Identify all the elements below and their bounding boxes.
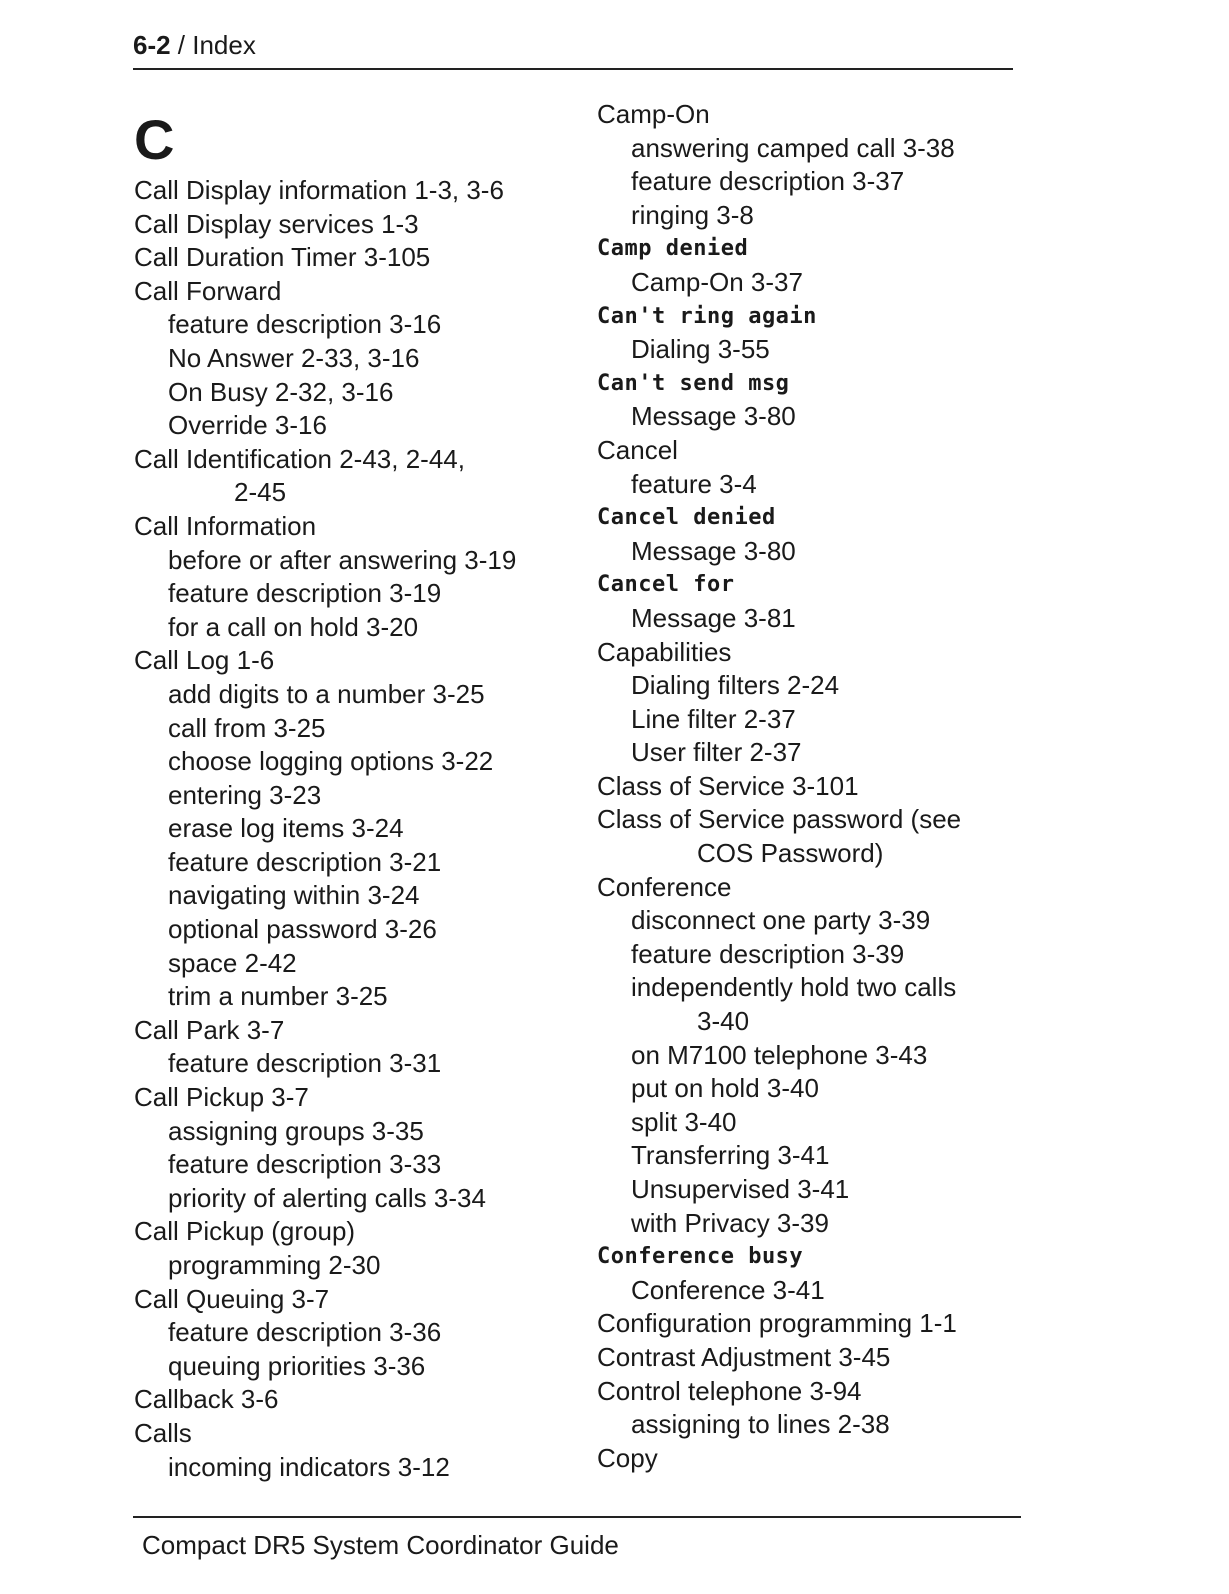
index-entry-continuation: 2-45 xyxy=(234,477,287,508)
index-entry: Call Information xyxy=(134,510,317,541)
index-entry: Calls xyxy=(134,1417,192,1448)
header-separator: / xyxy=(170,30,193,60)
index-entry: Callback 3-6 xyxy=(134,1384,279,1415)
index-subentry: independently hold two calls xyxy=(631,972,957,1003)
index-subentry: Message 3-80 xyxy=(631,535,796,566)
index-subentry: Message 3-80 xyxy=(631,401,796,432)
index-subentry: ringing 3-8 xyxy=(631,199,754,230)
index-subentry: Override 3-16 xyxy=(168,410,327,441)
index-entry: Cancel denied xyxy=(597,505,776,531)
index-subentry: on M7100 telephone 3-43 xyxy=(631,1039,928,1070)
index-entry: Configuration programming 1-1 xyxy=(597,1308,957,1339)
index-entry: Contrast Adjustment 3-45 xyxy=(597,1341,891,1372)
index-subentry: navigating within 3-24 xyxy=(168,880,420,911)
index-subentry: entering 3-23 xyxy=(168,779,322,810)
index-entry: Can't send msg xyxy=(597,370,790,396)
index-subentry: trim a number 3-25 xyxy=(168,981,388,1012)
page-footer: Compact DR5 System Coordinator Guide xyxy=(142,1530,619,1560)
index-subentry: Line filter 2-37 xyxy=(631,703,796,734)
index-entry: Camp denied xyxy=(597,236,749,262)
index-entry: Call Park 3-7 xyxy=(134,1014,285,1045)
index-subentry: Dialing 3-55 xyxy=(631,334,770,365)
index-entry-continuation: 3-40 xyxy=(697,1006,750,1037)
index-subentry: choose logging options 3-22 xyxy=(168,746,494,777)
page-number: 6-2 xyxy=(133,30,171,60)
index-subentry: put on hold 3-40 xyxy=(631,1073,819,1104)
index-entry: Conference busy xyxy=(597,1244,804,1270)
index-subentry: optional password 3-26 xyxy=(168,914,437,945)
index-subentry: Dialing filters 2-24 xyxy=(631,670,840,701)
index-subentry: answering camped call 3-38 xyxy=(631,132,955,163)
index-entry: Call Queuing 3-7 xyxy=(134,1283,330,1314)
index-subentry: space 2-42 xyxy=(168,947,297,978)
index-column-right xyxy=(597,98,1017,1475)
section-title: Index xyxy=(192,30,256,60)
index-subentry: programming 2-30 xyxy=(168,1250,381,1280)
index-entry: Capabilities xyxy=(597,636,732,667)
index-subentry: Transferring 3-41 xyxy=(631,1140,830,1171)
index-subentry: add digits to a number 3-25 xyxy=(168,678,485,709)
index-entry: Call Log 1-6 xyxy=(134,645,275,676)
index-entry: Call Forward xyxy=(134,275,282,306)
index-subentry: Camp-On 3-37 xyxy=(631,266,803,297)
index-subentry: disconnect one party 3-39 xyxy=(631,905,931,936)
index-subentry: call from 3-25 xyxy=(168,712,326,743)
index-subentry: queuing priorities 3-36 xyxy=(168,1350,426,1381)
index-subentry: feature description 3-19 xyxy=(168,578,442,609)
index-subentry: erase log items 3-24 xyxy=(168,813,404,844)
index-subentry: for a call on hold 3-20 xyxy=(168,611,419,642)
index-entry: Cancel for xyxy=(597,572,735,598)
index-subentry: On Busy 2-32, 3-16 xyxy=(168,376,394,407)
index-subentry: Message 3-81 xyxy=(631,602,796,633)
header-rule xyxy=(133,68,1013,70)
index-entry: Camp-On xyxy=(597,99,710,129)
index-entry: Conference xyxy=(597,871,732,902)
index-subentry: feature description 3-31 xyxy=(168,1048,442,1079)
index-subentry: feature description 3-36 xyxy=(168,1317,442,1348)
index-subentry: No Answer 2-33, 3-16 xyxy=(168,342,420,373)
index-subentry: feature description 3-39 xyxy=(631,938,905,969)
index-subentry: priority of alerting calls 3-34 xyxy=(168,1182,486,1213)
index-subentry: feature 3-4 xyxy=(631,468,757,499)
index-entry: Call Duration Timer 3-105 xyxy=(134,242,431,273)
index-subentry: feature description 3-33 xyxy=(168,1149,442,1180)
index-entry: Class of Service 3-101 xyxy=(597,770,859,801)
index-entry: Call Pickup 3-7 xyxy=(134,1082,309,1113)
footer-rule xyxy=(133,1516,1021,1518)
index-entry: Call Display services 1-3 xyxy=(134,208,419,239)
index-column-left xyxy=(134,108,584,1484)
index-subentry: assigning to lines 2-38 xyxy=(631,1409,890,1440)
index-entry: Class of Service password (see xyxy=(597,804,962,835)
index-subentry: Conference 3-41 xyxy=(631,1274,825,1305)
index-entry: Cancel xyxy=(597,434,678,465)
index-entry: Control telephone 3-94 xyxy=(597,1375,862,1406)
index-entry-continuation: COS Password) xyxy=(697,838,884,869)
index-entry: Call Display information 1-3, 3-6 xyxy=(134,175,504,205)
index-entry: Can't ring again xyxy=(597,303,817,329)
index-subentry: feature description 3-16 xyxy=(168,309,442,340)
index-subentry: feature description 3-37 xyxy=(631,166,905,197)
index-entry: Call Pickup (group) xyxy=(134,1216,356,1247)
index-letter-heading: C xyxy=(134,108,175,171)
index-subentry: before or after answering 3-19 xyxy=(168,544,517,575)
index-subentry: incoming indicators 3-12 xyxy=(168,1451,450,1482)
index-entry: Call Identification 2-43, 2-44, xyxy=(134,443,465,474)
index-entry: Copy xyxy=(597,1442,658,1473)
page-header xyxy=(133,28,256,62)
index-subentry: with Privacy 3-39 xyxy=(631,1207,829,1238)
index-subentry: split 3-40 xyxy=(631,1106,737,1137)
index-subentry: feature description 3-21 xyxy=(168,846,442,877)
index-subentry: assigning groups 3-35 xyxy=(168,1115,424,1146)
index-subentry: Unsupervised 3-41 xyxy=(631,1174,850,1204)
index-subentry: User filter 2-37 xyxy=(631,737,802,768)
